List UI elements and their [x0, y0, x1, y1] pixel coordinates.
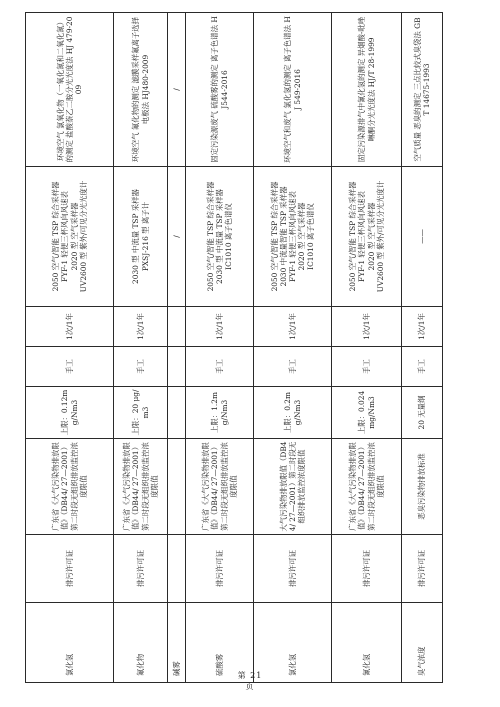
permit-cell: 排污许可证: [332, 535, 402, 603]
method-type-cell: 手工: [402, 347, 443, 387]
method-type-cell: 手工: [114, 347, 168, 387]
instrument-cell: [114, 167, 168, 307]
instrument-line: UV2600 型 紫外/可见分光光度计: [375, 180, 385, 293]
frequency-cell: 1次/1年: [402, 307, 443, 347]
instrument-line: 2050 空气/智能 TSP 综合采样器: [348, 181, 358, 292]
permit-cell: 排污许可证: [254, 535, 332, 603]
instrument-cell: [186, 167, 254, 307]
pollutant-cell: 氯化氢: [26, 603, 114, 683]
table-row: [168, 13, 186, 683]
limit-cell: 上限：0.12mg/Nm3: [26, 387, 114, 439]
instrument-line: UV2600 型 紫外/可见分光光度计: [78, 180, 88, 293]
permit-cell: 排污许可证: [402, 535, 443, 603]
analysis-method-cell: /: [168, 13, 186, 167]
analysis-method-cell: 环境空气 氟化物的测定 滤膜采样氟离子选择电极法 HJ480-2009: [114, 13, 168, 167]
method-type-cell: 手工: [26, 347, 114, 387]
instrument-line: ——: [417, 229, 427, 244]
method-type-cell: 手工: [332, 347, 402, 387]
limit-cell: [168, 387, 186, 439]
analysis-method-cell: 环境空气和废气 氯化氢的测定 离子色谱法 HJ 549-2016: [254, 13, 332, 167]
frequency-cell: 1次/1年: [114, 307, 168, 347]
table-row: [332, 13, 402, 683]
monitoring-table: [25, 12, 443, 683]
instrument-line: PXSJ-216 型 离子计: [140, 201, 150, 272]
frequency-cell: 1次/1年: [254, 307, 332, 347]
page-number: 第 21 页: [237, 671, 263, 691]
limit-cell: 上限：20 μg/m3: [114, 387, 168, 439]
instrument-line: FYF-1 轻便三杯风向风速表: [287, 191, 297, 282]
frequency-cell: 1次/1年: [332, 307, 402, 347]
instrument-line: 2030 型 中流量 TSP 采样器: [214, 189, 224, 284]
analysis-method-cell: 空气质量 恶臭的测定 三点比较式臭袋法 GB T 14675-1993: [402, 13, 443, 167]
pollutant-cell: 氰化氢: [332, 603, 402, 683]
instrument-cell: [26, 167, 114, 307]
instrument-cell: [254, 167, 332, 307]
instrument-line: IC1010 离子色谱仪: [224, 203, 234, 270]
instrument-line: 2020 型 空气采样器: [69, 202, 79, 271]
instrument-line: FYF-1 轻便三杯风向风速表: [357, 191, 367, 282]
instrument-cell: [402, 167, 443, 307]
instrument-line: /: [171, 235, 181, 238]
pollutant-cell: 臭气浓度: [402, 603, 443, 683]
method-type-cell: 手工: [186, 347, 254, 387]
pollutant-cell: 碱雾: [168, 603, 186, 683]
limit-cell: 上限：0.024mg/Nm3: [332, 387, 402, 439]
permit-cell: [168, 535, 186, 603]
standard-cell: 广东省《大气污染物排放限值》（DB44/ 27—2001）第二时段无组织排放监控浓度限值: [26, 439, 114, 535]
table-row: [114, 13, 168, 683]
method-type-cell: 手工: [254, 347, 332, 387]
method-type-cell: [168, 347, 186, 387]
instrument-line: 2030 型 中流量 TSP 采样器: [131, 189, 141, 284]
instrument-line: FYF-1 轻便三杯风向风速表: [60, 191, 70, 282]
instrument-cell: [168, 167, 186, 307]
instrument-line: 2030 中流量智能 TSP 采样器: [278, 186, 288, 287]
limit-cell: 上限：0.2mg/Nm3: [254, 387, 332, 439]
permit-cell: 排污许可证: [186, 535, 254, 603]
standard-cell: [168, 439, 186, 535]
standard-cell: 广东省《大气污染物排放限值》（DB44/ 27—2001）第二时段无组织排放监控浓度限值: [186, 439, 254, 535]
table-row: [186, 13, 254, 683]
standard-cell: 大气污染物排放限值（DB44/ 27—2001）第二时段无组织排放监控浓度限值: [254, 439, 332, 535]
instrument-line: IC1010 离子色谱仪: [306, 203, 316, 270]
frequency-cell: 1次/1年: [186, 307, 254, 347]
standard-cell: 广东省《大气污染物排放限值》（DB44/ 27—2001）第二时段无组织排放监控浓度限值: [332, 439, 402, 535]
table-row: [254, 13, 332, 683]
pollutant-cell: 氯化氢: [254, 603, 332, 683]
pollutant-cell: 氟化物: [114, 603, 168, 683]
analysis-method-cell: 固定污染源废气 硫酸雾的测定 离子色谱法 HJ544-2016: [186, 13, 254, 167]
frequency-cell: 1次/1年: [26, 307, 114, 347]
limit-cell: 20 无量纲: [402, 387, 443, 439]
instrument-line: 2020 型 空气采样器: [366, 202, 376, 271]
table-row: [402, 13, 443, 683]
permit-cell: 排污许可证: [114, 535, 168, 603]
instrument-line: 2050 空气/智能 TSP 综合采样器: [205, 181, 215, 292]
instrument-line: 2020 型 空气采样器: [297, 202, 307, 271]
standard-cell: 广东省《大气污染物排放限值》（DB44/ 27—2001）第二时段无组织排放监控浓度限值: [114, 439, 168, 535]
frequency-cell: [168, 307, 186, 347]
pollutant-cell: 硫酸雾: [186, 603, 254, 683]
analysis-method-cell: 固定污染源排气中氰化氢的测定 异烟酸-吡唑啉酮分光光度法 HJ/T 28-1999: [332, 13, 402, 167]
analysis-method-cell: 环境空气 氯氧化物（一氧化氮和二氧化氮）的测定 盐酸萘乙二胺分光光度法 HJ 479-2009: [26, 13, 114, 167]
instrument-cell: [332, 167, 402, 307]
instrument-line: 2050 空气/智能 TSP 综合采样器: [269, 181, 279, 292]
table-row: [26, 13, 114, 683]
limit-cell: 上限：1.2mg/Nm3: [186, 387, 254, 439]
rotated-table-sheet: [25, 13, 442, 683]
standard-cell: 恶臭污染物排放标准: [402, 439, 443, 535]
permit-cell: 排污许可证: [26, 535, 114, 603]
instrument-line: 2050 空气/智能 TSP 综合采样器: [51, 181, 61, 292]
